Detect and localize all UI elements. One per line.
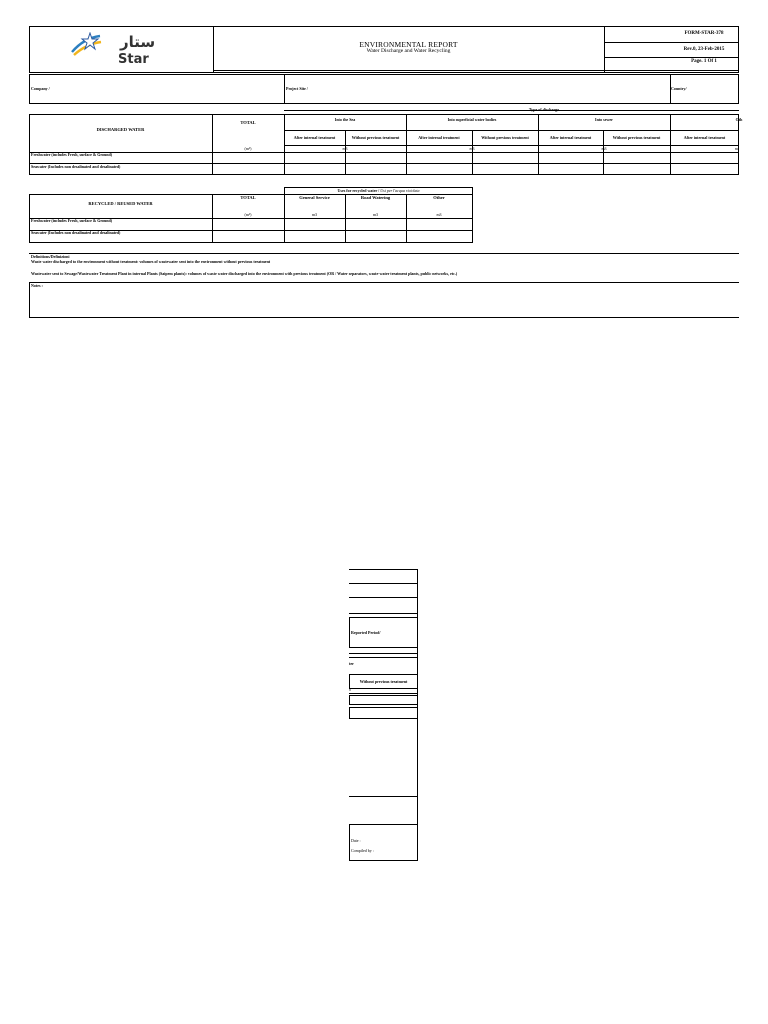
dis-rule-units <box>29 152 739 153</box>
sub-after-3: After internal treatment <box>549 135 592 140</box>
notes-label: Notes : <box>31 283 43 288</box>
group-other: Oth <box>735 117 743 122</box>
fragment-cell-2 <box>349 707 418 719</box>
frag-rule-11 <box>349 860 418 861</box>
rec-unit-general: m3 <box>311 212 318 217</box>
type-of-discharge-label: Type of discharge <box>528 107 560 112</box>
sub-after-4: After internal treatment <box>683 135 726 140</box>
sub-without-3: Without previous treatment <box>612 135 661 140</box>
recycle-total-header: TOTAL <box>240 195 256 200</box>
frag-rule-3 <box>349 597 418 598</box>
unit-sea: m3 <box>342 146 348 151</box>
frag-rule-5 <box>349 653 418 654</box>
group-sewer: Into sewer <box>595 117 613 122</box>
sub-without-2: Without previous treatment <box>481 135 529 140</box>
fragment-zero: 0 <box>349 687 351 692</box>
col-other: Other <box>433 195 445 200</box>
sub-after-2: After internal treatment <box>418 135 460 140</box>
fragment-without-label: Without previous treatment <box>359 679 408 684</box>
compiled-by-field[interactable]: Compiled by : <box>351 848 374 853</box>
revision: Rev.0, 23-Feb-2015 <box>683 47 725 52</box>
unit-superficial: m3 <box>469 146 475 151</box>
frag-rule-10 <box>349 824 418 825</box>
recycled-water-label: RECYCLED / REUSED WATER <box>88 201 153 206</box>
group-into-sea: Into the Sea <box>334 117 356 122</box>
discharged-water-label: DISCHARGED WATER <box>96 127 145 132</box>
dis-rule-row1 <box>29 163 739 164</box>
sub-without-1: Without previous treatment <box>351 135 400 140</box>
report-title: ENVIRONMENTAL REPORT <box>359 40 458 49</box>
recycled-uses-header <box>284 188 473 193</box>
frag-left-border <box>349 824 350 861</box>
recycled-uses-unit: Usi per l'acqua riciclata <box>380 188 420 193</box>
recycle-row-seawater: Seawater (Includes non desalinated and desalinated) <box>31 230 121 235</box>
frag-rule-8 <box>349 693 418 694</box>
logo-arabic-text: ستار <box>120 33 156 51</box>
rec-unit-total: (m³) <box>244 212 252 217</box>
info-row <box>29 74 739 104</box>
star-icon <box>70 32 104 58</box>
col-road-watering: Road Watering <box>360 195 391 200</box>
frag-rule-6 <box>349 657 418 658</box>
page-number: Page. 1 Of 1 <box>691 59 717 64</box>
logo-latin-text: Star <box>118 52 149 67</box>
definition-line-2: Wastewater sent to Sewage/Wastewater Treatment Plant in internal Plants (Saipem plants): volumes of waste water discharged into the environment with previous treatment (OR / Water separators, waste-water treatment plants, public networks, etc.) <box>31 271 458 276</box>
company-logo <box>70 30 160 70</box>
recycled-uses-label: Uses for recycled water / <box>337 188 380 193</box>
unit-sewer: m3 <box>601 146 607 151</box>
frag-rule-9 <box>349 796 418 797</box>
unit-total: (m³) <box>244 146 252 151</box>
date-field[interactable]: Date : <box>351 838 361 843</box>
definitions-title: Definitions/Definizioni <box>31 254 70 259</box>
notes-bottom-rule <box>29 317 739 318</box>
header-underline <box>213 70 739 71</box>
discharge-total-header: TOTAL <box>240 120 256 125</box>
recycle-row-freshwater: Freshwater (includes Fresh, surface & Ground) <box>31 218 113 223</box>
rec-unit-road: m3 <box>372 212 379 217</box>
definitions-top-rule <box>29 253 739 254</box>
project-site-field[interactable]: Project Site / <box>286 86 308 91</box>
frag-rule-1 <box>349 569 418 570</box>
discharge-row-freshwater: Freshwater (includes Fresh, surface & Ground) <box>31 152 113 157</box>
frag-rule-2 <box>349 583 418 584</box>
col-general-service: General Service <box>299 195 330 200</box>
company-field[interactable]: Company / <box>31 86 50 91</box>
header-rule-2 <box>604 57 739 58</box>
unit-other: m <box>734 146 738 151</box>
frag-rule-4 <box>349 613 418 614</box>
sub-after-1: After internal treatment <box>293 135 336 140</box>
notes-top-rule <box>29 282 739 283</box>
dis-rule-groups <box>284 130 739 131</box>
country-field[interactable]: Country/ <box>671 86 687 91</box>
info-divider-1 <box>284 74 285 104</box>
form-id: FORM-STAR-378 <box>684 31 724 36</box>
report-subtitle: Water Discharge and Water Recycling <box>366 48 451 54</box>
rec-unit-other: m3 <box>436 212 442 217</box>
fragment-water-text: ter <box>349 661 354 666</box>
definition-line-1: Waste water discharged to the environment without treatment: volumes of wastewater sent into the environment without previous treatment <box>31 259 271 264</box>
header-rule-1 <box>604 42 739 43</box>
fragment-cell-1 <box>349 695 418 705</box>
group-superficial: Into superficial water bodies <box>447 117 497 122</box>
discharge-row-seawater: Seawater (Includes non desalinated and desalinated) <box>31 164 121 169</box>
reported-period-label[interactable]: Reported Period/ <box>351 630 381 635</box>
notes-left-border <box>29 282 30 318</box>
